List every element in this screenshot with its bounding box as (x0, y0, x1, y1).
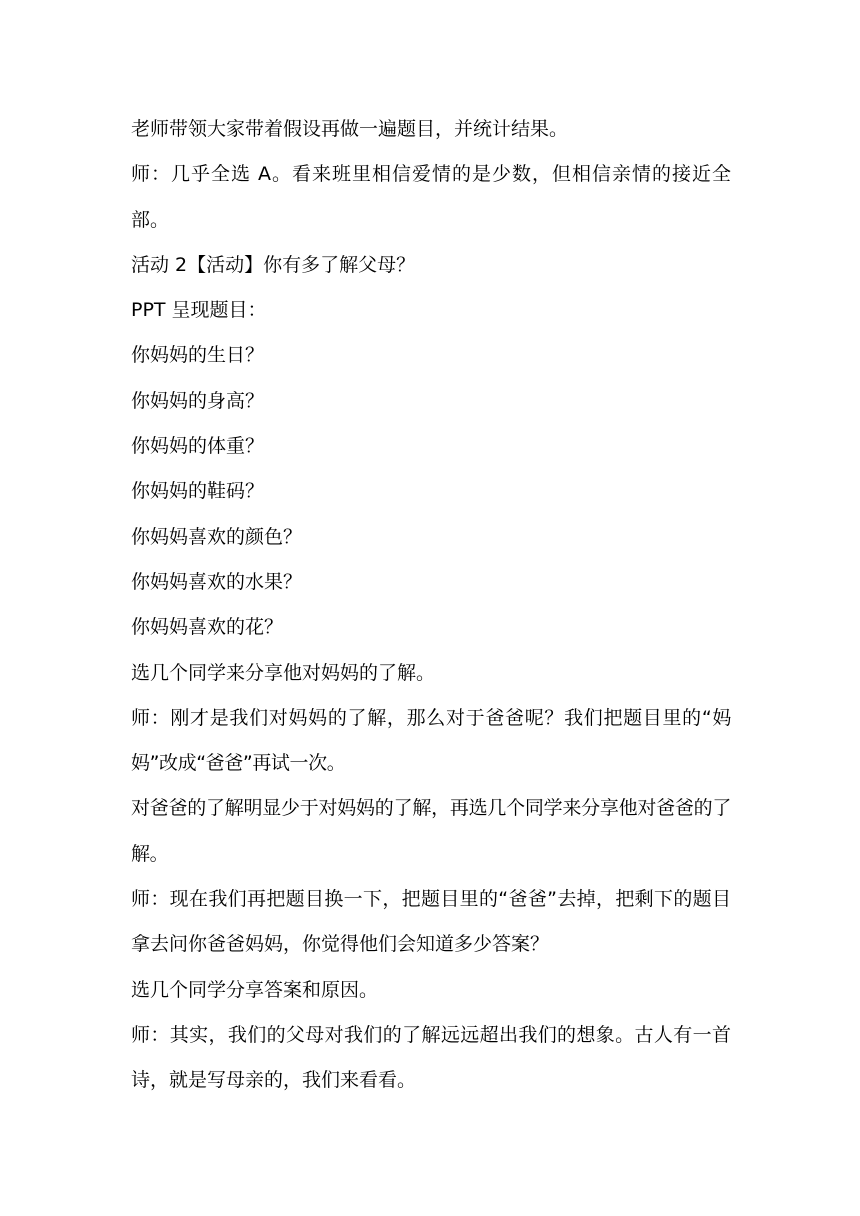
question-shoe-size: 你妈妈的鞋码？ (131, 480, 265, 503)
paragraph-ppt-intro: PPT 呈现题目： (131, 299, 267, 322)
document-body (131, 107, 731, 1104)
question-birthday: 你妈妈的生日？ (131, 344, 265, 367)
paragraph-teacher-swap: 师：现在我们再把题目换一下，把题目里的“爸爸”去掉，把剩下的题目拿去问你爸爸妈妈，你觉得他们会知道多少答案？ (131, 888, 731, 956)
paragraph-teacher-father: 师：刚才是我们对妈妈的了解，那么对于爸爸呢？我们把题目里的“妈妈”改成“爸爸”再试一次。 (131, 706, 731, 775)
paragraph-share-reasons: 选几个同学分享答案和原因。 (131, 978, 379, 1001)
question-favorite-fruit: 你妈妈喜欢的水果？ (131, 570, 303, 593)
paragraph-instruction-redo: 老师带领大家带着假设再做一遍题目，并统计结果。 (131, 118, 569, 140)
question-favorite-color: 你妈妈喜欢的颜色？ (131, 525, 303, 548)
paragraph-activity-heading: 活动 2【活动】你有多了解父母？ (131, 253, 416, 276)
question-height: 你妈妈的身高？ (131, 389, 265, 412)
question-favorite-flower: 你妈妈喜欢的花？ (131, 616, 284, 639)
paragraph-teacher-poem: 师：其实，我们的父母对我们的了解远远超出我们的想象。古人有一首诗，就是写母亲的，我们来看看。 (131, 1023, 731, 1092)
paragraph-share-mother: 选几个同学来分享他对妈妈的了解。 (131, 661, 436, 684)
question-weight: 你妈妈的体重？ (131, 435, 265, 458)
paragraph-compare-father: 对爸爸的了解明显少于对妈妈的了解，再选几个同学来分享他对爸爸的了解。 (131, 797, 731, 865)
paragraph-teacher-result: 师：几乎全选 A。看来班里相信爱情的是少数，但相信亲情的接近全部。 (131, 163, 731, 231)
